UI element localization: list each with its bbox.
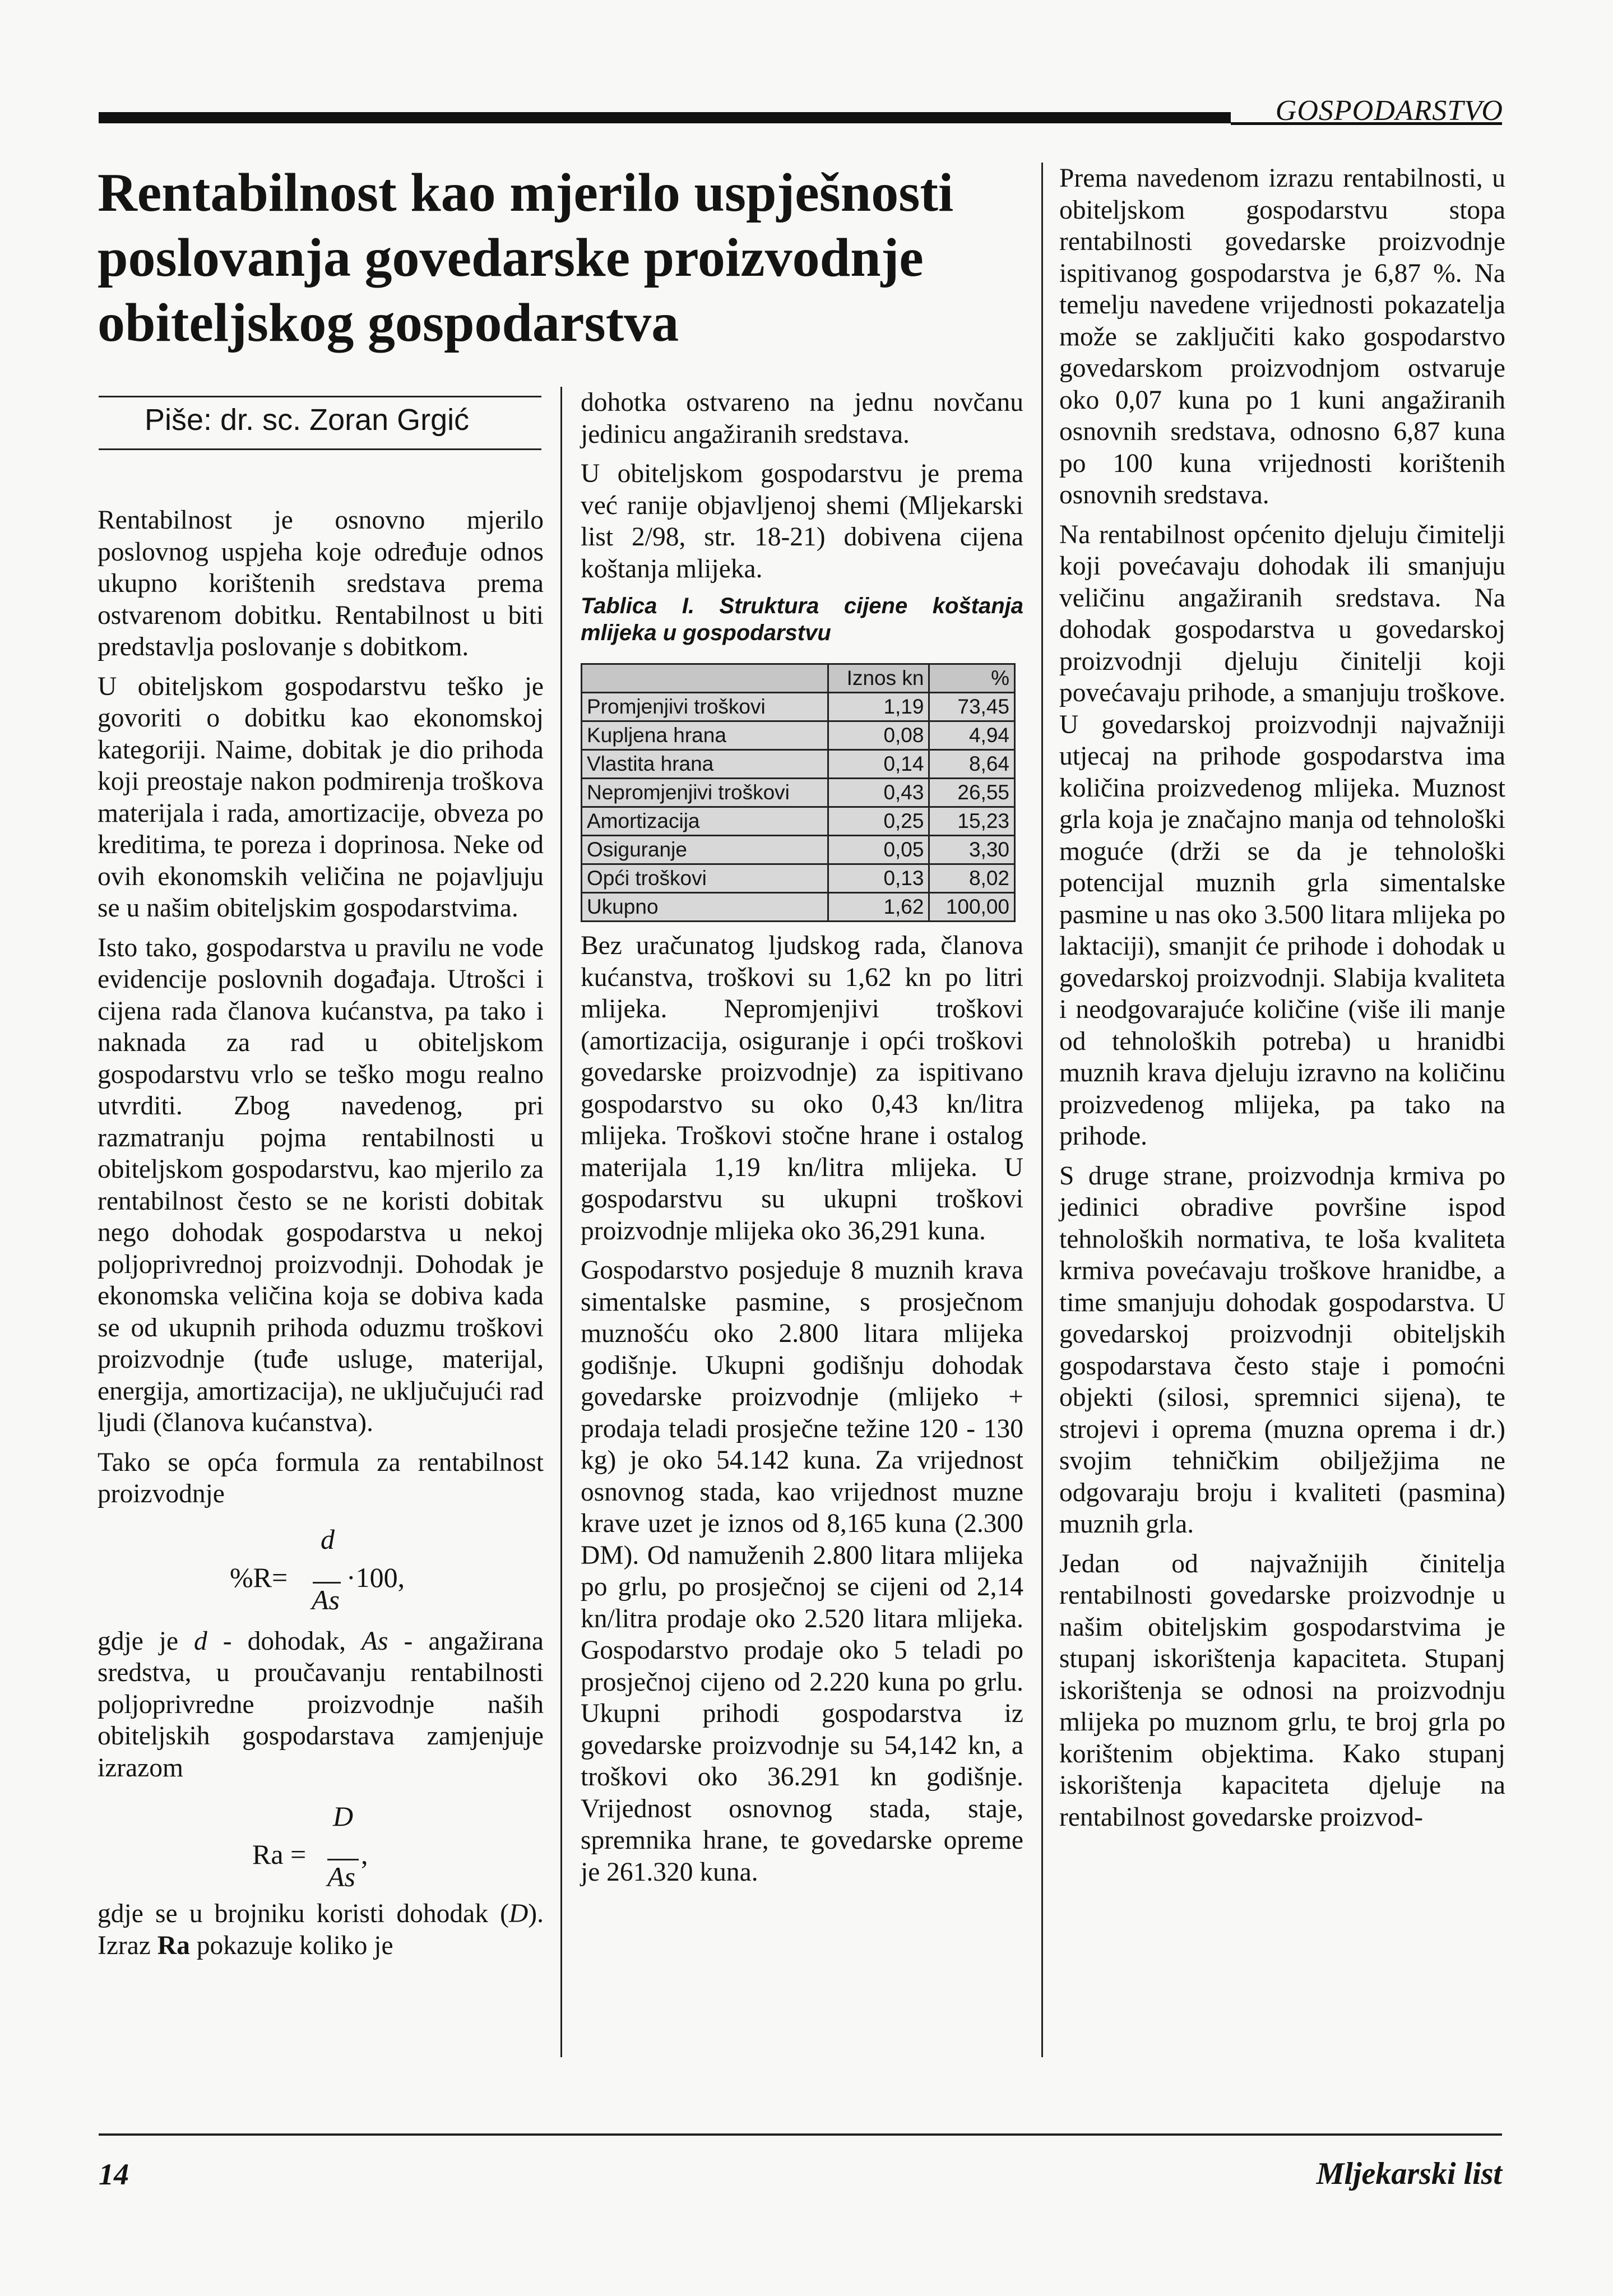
table-cell: 1,19 <box>828 693 929 721</box>
column-1 <box>98 504 544 1969</box>
table-cell: 0,05 <box>828 836 929 864</box>
table-header-cell: Iznos kn <box>828 664 929 693</box>
table-header-cell <box>582 664 828 693</box>
paragraph: Rentabilnost je osnovno mjerilo poslovnog uspjeha koje određuje odnos ukupno korištenih sredstava prema ostvarenom dobitku. Rentabilnost u biti predstavlja poslovanje s dobitkom. <box>98 506 544 661</box>
table-cell: 0,43 <box>828 779 929 807</box>
column-2 <box>581 387 1023 1896</box>
formula-rhs: ·100, <box>346 1561 405 1593</box>
table-cell: Nepromjenjivi troškovi <box>582 779 828 807</box>
section-label: GOSPODARSTVO <box>1275 95 1503 127</box>
paragraph: Prema navedenom izrazu rentabilnosti, u obiteljskom gospodarstvu stopa rentabilnosti govedarske proizvodnje ispitivanog gospodarstva je 6,87 %. Na temelju navedene vrijednosti pokazatelja može se zaključiti kako gospodarstvo govedarskom proizvodnjom ostvaruje oko 0,07 kuna po 1 kuni angažiranih osnovnih sredstava, odnosno 6,87 kuna po 100 kuna vrijednosti korištenih osnovnih sredstava. <box>1059 164 1505 510</box>
table-cell: Amortizacija <box>582 807 828 836</box>
byline-rule-bottom <box>99 448 541 450</box>
table-cell: 0,13 <box>828 864 929 893</box>
table-cell: 3,30 <box>929 836 1015 864</box>
paragraph: Gospodarstvo posjeduje 8 muznih krava simentalske pasmine, s prosječnom muznošću oko 2.800 litara mlijeka godišnje. Ukupni godišnju dohodak govedarske proizvodnje (mlijeko + prodaja teladi prosječne težine 120 - 130 kg) je oko 54.142 kuna. Za vrijednost osnovnog stada, kao vrijednost muzne krave uzet je iznos od 8,165 kuna (2.300 DM). Od namuženih 2.800 litara mlijeka po grlu, po prosječnoj se cijeni od 2,14 kn/litra prodaje oko 2.520 litara mlijeka. Gospodarstvo prodaje oko 5 teladi po prosječnoj cijeno od 2.220 kuna po grlu. Ukupni prihodi gospodarstva iz govedarske proizvodnje su 54,142 kn, a troškovi oko 36.291 kn godišnje. Vrijednost osnovnog stada, staje, spremnika hrane, te govedarske opreme je 261.320 kuna. <box>581 1256 1023 1887</box>
table-cell: 100,00 <box>929 893 1015 922</box>
paragraph: U obiteljskom gospodarstvu je prema već ranije objavljenoj shemi (Mljekarski list 2/98, str. 18-21) dobivena cijena koštanja mlijeka. <box>581 459 1023 584</box>
formula-numerator: d <box>321 1523 335 1555</box>
table-cell: Vlastita hrana <box>582 750 828 779</box>
paragraph: Na rentabilnost općenito djeluju čimitelji koji povećavaju dohodak ili smanjuju veličinu angažiranih sredstava. Na dohodak gospodarstva u govedarskoj proizvodnji djeluju činitelji koji povećavaju prihode, a smanjuju troškove. U govedarskoj proizvodnji najvažniji utjecaj na prihode gospodarstva ima količina proizvedenog mlijeka. Muznost grla koja je značajno manja od tehnološki moguće (drži se da je tehnološki potencijal muznih grla simentalske pasmine u nas oko 3.500 litara mlijeka po laktaciji), smanjit će prihode i dohodak u govedarskoj proizvodnji. Slabija kvaliteta i neodgovarajuće količine (više ili manje od tehnoloških potreba) u hranidbi muznih krava djeluju izravno na količinu proizvedenog mlijeka, pa tako na prihode. <box>1059 520 1505 1151</box>
table-row <box>582 721 1015 750</box>
paragraph: Isto tako, gospodarstva u pravilu ne vode evidencije poslovnih događaja. Utrošci i cijena rada članova kućanstva, pa tako i naknada za rad u obiteljskom gospodarstvu vrlo se teško mogu realno utvrditi. Zbog navedenog, pri razmatranju pojma rentabilnosti u obiteljskom gospodarstvu, kao mjerilo za rentabilnost često se ne koristi dobitak nego dohodak gospodarstva u nekoj poljoprivrednoj proizvodnji. Dohodak je ekonomska veličina koja se dobiva kada se od ukupnih prihoda oduzmu troškovi proizvodnje (tuđe usluge, materijal, energija, amortizacija), ne uključujući rad ljudi (članova kućanstva). <box>98 933 544 1437</box>
paragraph: Bez uračunatog ljudskog rada, članova kućanstva, troškovi su 1,62 kn po litri mlijeka. Nepromjenjivi troškovi (amortizacija, osiguranje i opći troškovi govedarske proizvodnje) za ispitivano gospodarstvo su oko 0,43 kn/litra mlijeka. Troškovi stočne hrane i ostalog materijala 1,19 kn/litra mlijeka. U gospodarstvu su ukupni troškovi proizvodnje mlijeka oko 36,291 kuna. <box>581 931 1023 1246</box>
byline: Piše: dr. sc. Zoran Grgić <box>145 403 470 437</box>
table-row <box>582 864 1015 893</box>
table-cell: Kupljena hrana <box>582 721 828 750</box>
table-cell: 26,55 <box>929 779 1015 807</box>
table-cell: Opći troškovi <box>582 864 828 893</box>
table-cell: 8,64 <box>929 750 1015 779</box>
formula-denominator: As <box>312 1584 340 1615</box>
table-row-total <box>582 893 1015 922</box>
column-rule-2 <box>1041 163 1043 2057</box>
formula-rentability <box>98 1518 544 1626</box>
paragraph: Jedan od najvažnijih činitelja rentabilnosti govedarske proizvodnje u našim obiteljskim gospodarstvima je stupanj iskorištenja kapaciteta. Stupanj iskorištenja se odnosi na proizvodnju mlijeka po muznom grlu, te broj grla po korištenim objektima. Kako stupanj iskorištenja kapaciteta djeluje na rentabilnost govedarske proizvod- <box>1059 1549 1505 1832</box>
table-cell: 4,94 <box>929 721 1015 750</box>
formula-lhs: Ra = <box>252 1839 307 1870</box>
table-cell: 0,25 <box>828 807 929 836</box>
table-row <box>582 779 1015 807</box>
column-3 <box>1059 163 1505 1841</box>
table-header-row <box>582 664 1015 693</box>
journal-name: Mljekarski list <box>1316 2156 1502 2191</box>
table-header-cell: % <box>929 664 1015 693</box>
formula-lhs: %R= <box>230 1561 288 1593</box>
table-cell: 8,02 <box>929 864 1015 893</box>
table-row <box>582 693 1015 721</box>
formula-ra <box>98 1792 544 1898</box>
paragraph: gdje je d - dohodak, As - angažirana sredstva, u proučavanju rentabilnosti poljoprivredne proizvodnje naših obiteljskih gospodarstava zamjenjuje izrazom <box>98 1626 544 1783</box>
cost-structure-table <box>581 663 1016 922</box>
page-number: 14 <box>99 2158 129 2191</box>
formula-rhs: , <box>361 1839 368 1870</box>
column-rule-1 <box>560 387 562 2057</box>
fraction-bar <box>313 1582 341 1584</box>
formula-denominator: As <box>327 1861 355 1892</box>
table-cell: Osiguranje <box>582 836 828 864</box>
paragraph: Tako se opća formula za rentabilnost proizvodnje <box>98 1447 544 1508</box>
table-cell: 73,45 <box>929 693 1015 721</box>
fraction-bar <box>327 1859 359 1860</box>
paragraph: S druge strane, proizvodnja krmiva po jedinici obradive površine ispod tehnoloških normativa, te loša kvaliteta krmiva povećavaju troškove hranidbe, a time smanjuju dohodak gospodarstva. U govedarskoj proizvodnji obiteljskih gospodarstava često staje i pomoćni objekti (silosi, spremnici sijena), te strojevi i oprema (muzna oprema i dr.) svojim tehničkim obilježjima ne odgovaraju broju i kvaliteti (pasmina) muznih grla. <box>1059 1161 1505 1539</box>
table-cell: 15,23 <box>929 807 1015 836</box>
paragraph: U obiteljskom gospodarstvu teško je govoriti o dobitku kao ekonomskoj kategoriji. Naime, dobitak je dio prihoda koji preostaje nakon podmirenja troškova materijala i rada, amortizacije, obveza po kreditima, te poreza i doprinosa. Neke od ovih ekonomskih veličina ne pojavljuju se u našim obiteljskim gospodarstvima. <box>98 672 544 923</box>
byline-rule-top <box>99 396 541 397</box>
article-title: Rentabilnost kao mjerilo uspješnosti poslovanja govedarske proizvodnje obiteljskog gospodarstva <box>98 163 954 353</box>
table-caption: Tablica I. Struktura cijene koštanja mlijeka u gospodarstvu <box>581 594 1023 645</box>
header-bar <box>99 112 1231 123</box>
table-cell: 0,08 <box>828 721 929 750</box>
table-row <box>582 836 1015 864</box>
footer-rule <box>99 2133 1502 2136</box>
table-cell: Promjenjivi troškovi <box>582 693 828 721</box>
paragraph: gdje se u brojniku koristi dohodak (D). Izraz Ra pokazuje koliko je <box>98 1899 544 1960</box>
table-cell: Ukupno <box>582 893 828 922</box>
formula-numerator: D <box>333 1800 354 1832</box>
table-row <box>582 807 1015 836</box>
table-row <box>582 750 1015 779</box>
table-cell: 1,62 <box>828 893 929 922</box>
table-cell: 0,14 <box>828 750 929 779</box>
paragraph: dohotka ostvareno na jednu novčanu jedinicu angažiranih sredstava. <box>581 388 1023 449</box>
